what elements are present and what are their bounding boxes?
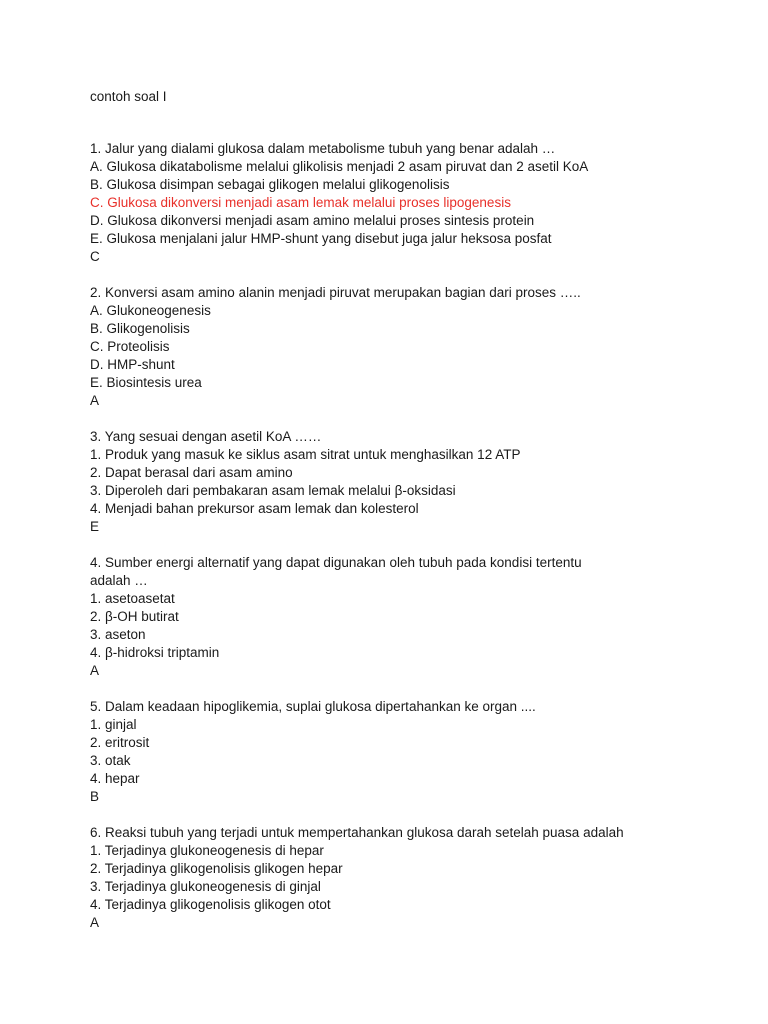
question-text: 1. Jalur yang dialami glukosa dalam metabolisme tubuh yang benar adalah … [90, 141, 556, 156]
question-text-continued: adalah … [90, 573, 148, 588]
answer-key: E [90, 519, 100, 534]
statement-4: 4. Terjadinya glikogenolisis glikogen otot [90, 897, 331, 912]
question-3 [90, 428, 730, 536]
option-d: D. Glukosa dikonversi menjadi asam amino melalui proses sintesis protein [90, 213, 535, 228]
option-a: A. Glukoneogenesis [90, 303, 211, 318]
option-b: B. Glikogenolisis [90, 321, 190, 336]
statement-3: 3. aseton [90, 627, 146, 642]
statement-4: 4. Menjadi bahan prekursor asam lemak dan kolesterol [90, 501, 419, 516]
question-text: 5. Dalam keadaan hipoglikemia, suplai glukosa dipertahankan ke organ .... [90, 699, 536, 714]
question-2 [90, 284, 730, 410]
question-6 [90, 824, 730, 932]
statement-1: 1. ginjal [90, 717, 137, 732]
question-text: 3. Yang sesuai dengan asetil KoA …… [90, 429, 322, 444]
option-e: E. Biosintesis urea [90, 375, 202, 390]
statement-2: 2. eritrosit [90, 735, 150, 750]
statement-1: 1. asetoasetat [90, 591, 175, 606]
option-b: B. Glukosa disimpan sebagai glikogen melalui glikogenolisis [90, 177, 450, 192]
statement-4: 4. hepar [90, 771, 140, 786]
question-4 [90, 554, 730, 680]
option-c-highlighted: C. Glukosa dikonversi menjadi asam lemak melalui proses lipogenesis [90, 195, 511, 210]
option-d: D. HMP-shunt [90, 357, 175, 372]
statement-4: 4. β-hidroksi triptamin [90, 645, 220, 660]
statement-1: 1. Terjadinya glukoneogenesis di hepar [90, 843, 324, 858]
statement-3: 3. Diperoleh dari pembakaran asam lemak melalui β-oksidasi [90, 483, 456, 498]
statement-3: 3. otak [90, 753, 131, 768]
question-1 [90, 140, 730, 266]
question-text: 2. Konversi asam amino alanin menjadi piruvat merupakan bagian dari proses ….. [90, 285, 581, 300]
option-e: E. Glukosa menjalani jalur HMP-shunt yang disebut juga jalur heksosa posfat [90, 231, 552, 246]
statement-3: 3. Terjadinya glukoneogenesis di ginjal [90, 879, 321, 894]
statement-1: 1. Produk yang masuk ke siklus asam sitrat untuk menghasilkan 12 ATP [90, 447, 521, 462]
answer-key: A [90, 915, 100, 930]
statement-2: 2. β-OH butirat [90, 609, 179, 624]
question-5 [90, 698, 730, 806]
answer-key: C [90, 249, 100, 264]
statement-2: 2. Terjadinya glikogenolisis glikogen hepar [90, 861, 343, 876]
question-text: 4. Sumber energi alternatif yang dapat digunakan oleh tubuh pada kondisi tertentu [90, 555, 582, 570]
option-c: C. Proteolisis [90, 339, 170, 354]
answer-key: B [90, 789, 100, 804]
question-text: 6. Reaksi tubuh yang terjadi untuk mempertahankan glukosa darah setelah puasa adalah [90, 825, 624, 840]
option-a: A. Glukosa dikatabolisme melalui glikolisis menjadi 2 asam piruvat dan 2 asetil KoA [90, 159, 589, 174]
statement-2: 2. Dapat berasal dari asam amino [90, 465, 293, 480]
document-title: contoh soal I [90, 89, 167, 104]
document-page [90, 88, 730, 950]
answer-key: A [90, 663, 100, 678]
answer-key: A [90, 393, 100, 408]
